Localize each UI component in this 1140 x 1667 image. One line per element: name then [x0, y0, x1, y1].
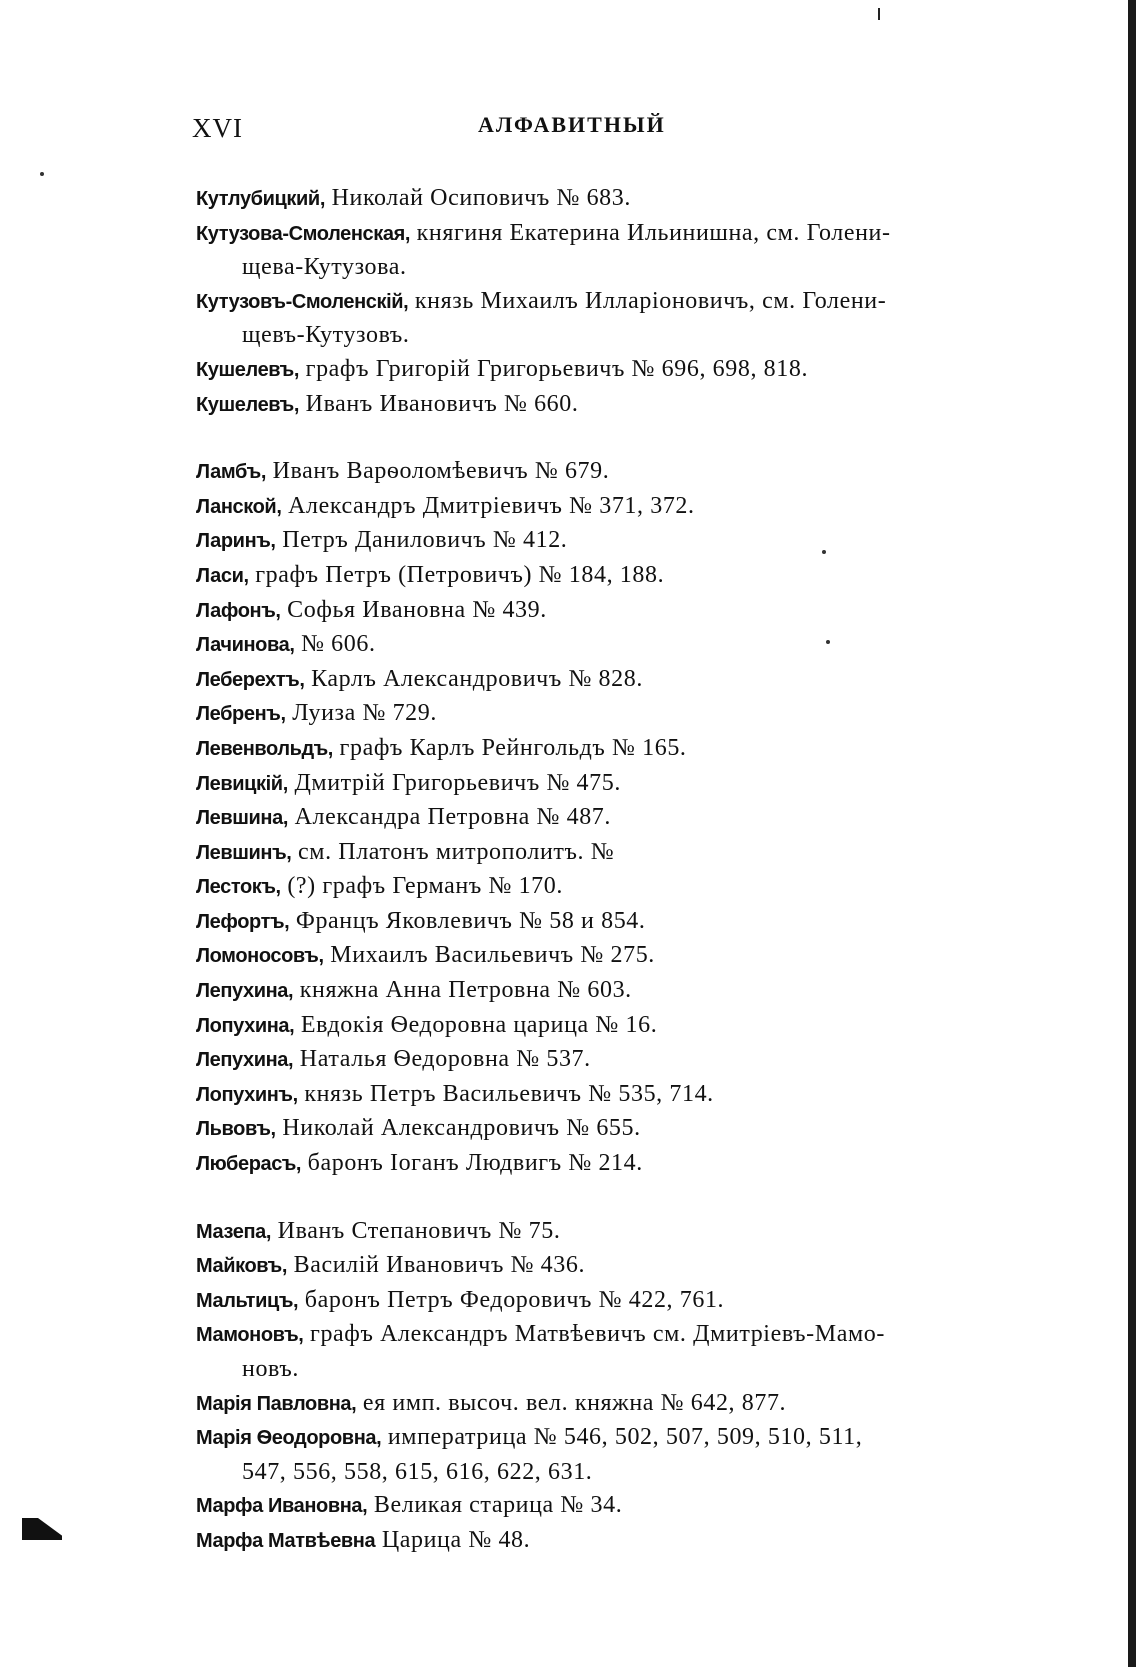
index-entry [196, 732, 1006, 767]
entry-details: Василій Ивановичъ № 436. [287, 1252, 586, 1279]
entry-details: Евдокія Ѳедоровна царица № 16. [294, 1011, 658, 1038]
index-entry [196, 559, 1006, 594]
index-entry [196, 388, 1006, 423]
entry-details: баронъ Іоганъ Людвигъ № 214. [301, 1150, 643, 1177]
index-entry [196, 1387, 1006, 1422]
entry-details: Софья Ивановна № 439. [280, 596, 547, 623]
entry-name: Левшина, [196, 807, 288, 830]
entry-name: Лачинова, [196, 634, 295, 657]
entry-details: княжна Анна Петровна № 603. [293, 977, 632, 1004]
index-entry-continuation [196, 1353, 1006, 1387]
entry-name: Ланской, [196, 495, 282, 518]
entry-name: Левенвольдъ, [196, 737, 333, 760]
entry-name: Марія Павловна, [196, 1392, 357, 1415]
entry-details: Иванъ Степановичъ № 75. [271, 1217, 561, 1244]
entry-details: графъ Александръ Матвѣевичъ см. Дмитріевъ-Мамо- [303, 1321, 885, 1348]
entry-name: Марія Ѳеодоровна, [196, 1427, 382, 1450]
entry-name: Лебренъ, [196, 703, 286, 726]
entry-name: Лафонъ, [196, 599, 281, 622]
entry-details: князь Михаилъ Илларіоновичъ, см. Голени- [408, 287, 887, 314]
entry-details: (?) графъ Германъ № 170. [280, 873, 563, 900]
entry-details: ея имп. высоч. вел. княжна № 642, 877. [356, 1389, 787, 1416]
index-entry [196, 1284, 1006, 1319]
entry-details: Александра Петровна № 487. [287, 804, 612, 831]
index-entry [196, 1524, 1006, 1559]
entry-name: Лепухина, [196, 980, 294, 1003]
entry-name: Ламбъ, [196, 461, 267, 484]
entry-details: № 606. [294, 631, 376, 658]
entry-details: Луиза № 729. [285, 700, 437, 727]
index-entry [196, 285, 1006, 320]
index-entry [196, 628, 1006, 663]
entry-name: Леберехтъ, [196, 668, 305, 691]
entry-name: Левшинъ, [196, 841, 292, 864]
index-entry [196, 1421, 1006, 1456]
page-title: АЛФАВИТНЫЙ [478, 112, 666, 137]
index-entry [196, 455, 1006, 490]
entry-details: Николай Осиповичъ № 683. [324, 185, 631, 211]
index-entry [196, 870, 1006, 905]
index-entry [196, 524, 1006, 559]
entry-name: Кутлубицкий, [196, 188, 325, 210]
entry-name: Мальтицъ, [196, 1289, 299, 1312]
entry-details: щевъ-Кутузовъ. [242, 322, 410, 349]
entry-name: Львовъ, [196, 1118, 276, 1141]
entry-details: Александръ Дмитріевичъ № 371, 372. [281, 492, 695, 519]
index-entry [196, 1215, 1006, 1250]
entry-details: Дмитрій Григорьевичъ № 475. [287, 769, 621, 796]
entry-details: щева-Кутузова. [242, 254, 407, 281]
section-gap [196, 1182, 1006, 1215]
entry-details: Францъ Яковлевичъ № 58 и 854. [289, 907, 646, 934]
index-entry [196, 801, 1006, 836]
index-entry-continuation [196, 1456, 1006, 1490]
entry-name: Майковъ, [196, 1255, 288, 1278]
entry-name: Кутузова-Смоленская, [196, 222, 411, 245]
index-entry [196, 1112, 1006, 1147]
entry-details: 547, 556, 558, 615, 616, 622, 631. [242, 1458, 593, 1485]
entry-name: Ларинъ, [196, 530, 276, 553]
entry-details: Иванъ Варѳоломѣевичъ № 679. [266, 458, 610, 485]
index-entry-continuation [196, 251, 1006, 285]
entry-details: Николай Александровичъ № 655. [275, 1115, 641, 1142]
entry-details: Царица № 48. [375, 1526, 531, 1553]
entry-details: графъ Карлъ Рейнгольдъ № 165. [332, 734, 687, 761]
index-entry [196, 217, 1006, 252]
entry-name: Кушелевъ, [196, 358, 300, 381]
entry-details: графъ Григорій Григорьевичъ № 696, 698, 818. [299, 355, 809, 382]
index-entry [196, 1078, 1006, 1113]
index-entry [196, 663, 1006, 698]
page-edge-shadow [1128, 0, 1136, 1667]
entry-name: Люберасъ, [196, 1153, 302, 1176]
index-entry [196, 594, 1006, 629]
scan-speck [40, 172, 44, 176]
index-entries [196, 182, 1006, 1559]
index-entry [196, 939, 1006, 974]
entry-details: княгиня Екатерина Ильинишна, см. Голени- [410, 219, 891, 246]
index-entry [196, 905, 1006, 940]
entry-details: графъ Петръ (Петровичъ) № 184, 188. [248, 561, 665, 588]
entry-name: Лопухинъ, [196, 1083, 298, 1106]
entry-details: императрица № 546, 502, 507, 509, 510, 511, [381, 1424, 863, 1451]
scan-smudge [22, 1518, 62, 1540]
entry-name: Ломоносовъ, [196, 945, 324, 968]
index-entry [196, 1009, 1006, 1044]
entry-details: Наталья Ѳедоровна № 537. [293, 1046, 591, 1073]
entry-name: Ласи, [196, 564, 249, 587]
entry-details: новъ. [242, 1356, 299, 1382]
entry-name: Лестокъ, [196, 876, 281, 899]
entry-details: Михаилъ Васильевичъ № 275. [323, 942, 655, 969]
entry-details: Иванъ Ивановичъ № 660. [299, 390, 579, 417]
entry-details: Петръ Даниловичъ № 412. [275, 527, 568, 554]
entry-name: Кушелевъ, [196, 393, 300, 416]
index-entry [196, 353, 1006, 388]
index-entry [196, 767, 1006, 802]
index-entry [196, 1043, 1006, 1078]
entry-name: Марфа Матвѣевна [196, 1529, 376, 1552]
index-entry [196, 182, 1006, 217]
index-entry [196, 490, 1006, 525]
entry-details: баронъ Петръ Федоровичъ № 422, 761. [298, 1286, 725, 1313]
scan-mark [878, 8, 880, 20]
index-entry [196, 697, 1006, 732]
index-entry [196, 1318, 1006, 1353]
entry-name: Левицкій, [196, 772, 288, 795]
entry-name: Марфа Ивановна, [196, 1495, 368, 1518]
entry-details: князь Петръ Васильевичъ № 535, 714. [297, 1080, 714, 1107]
index-entry [196, 836, 1006, 871]
index-entry-continuation [196, 319, 1006, 353]
entry-name: Лепухина, [196, 1049, 294, 1072]
entry-name: Лефортъ, [196, 910, 290, 933]
index-entry [196, 1489, 1006, 1524]
index-entry [196, 1147, 1006, 1182]
entry-details: Великая старица № 34. [367, 1492, 623, 1519]
entry-name: Лопухина, [196, 1014, 295, 1037]
section-gap [196, 422, 1006, 455]
entry-name: Мамоновъ, [196, 1324, 304, 1347]
index-entry [196, 1249, 1006, 1284]
entry-name: Кутузовъ-Смоленскій, [196, 290, 409, 313]
entry-details: см. Платонъ митрополитъ. № [291, 838, 615, 865]
index-entry [196, 974, 1006, 1009]
entry-details: Карлъ Александровичъ № 828. [304, 665, 643, 692]
page-number: XVI [192, 113, 243, 143]
entry-name: Мазепа, [196, 1220, 272, 1243]
